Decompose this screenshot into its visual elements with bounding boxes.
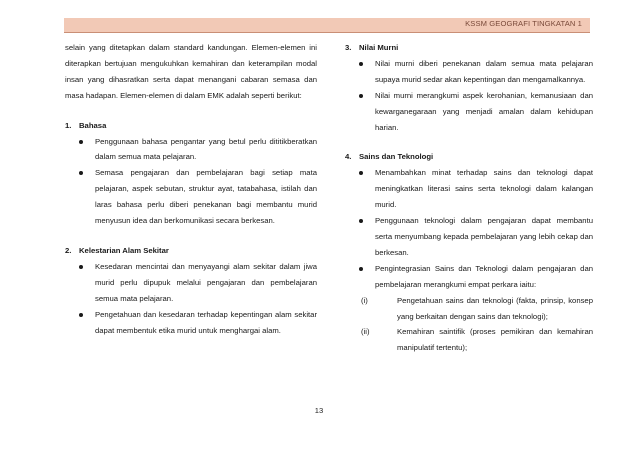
sub-list-item xyxy=(361,324,593,356)
sub-list-marker: (i) xyxy=(361,295,368,305)
list-item-text: Nilai murni merangkumi aspek kerohanian, kemanusiaan dan kewarganegaraan yang menjadi amalan dalam kehidupan harian. xyxy=(375,90,593,132)
bullet-icon xyxy=(359,219,363,223)
list-item-text: Pengetahuan dan kesedaran terhadap kepentingan alam sekitar dapat membentuk etika murid untuk menghargai alam. xyxy=(95,309,317,335)
list-item-text: Pengintegrasian Sains dan Teknologi dalam pengajaran dan pembelajaran merangkumi empat perkara iaitu: xyxy=(375,263,593,289)
list-item xyxy=(359,213,593,261)
bullet-list xyxy=(345,165,593,292)
list-item xyxy=(79,165,317,229)
list-item xyxy=(359,261,593,293)
bullet-icon xyxy=(359,94,363,98)
section-title: Nilai Murni xyxy=(359,43,399,52)
bullet-icon xyxy=(79,265,83,269)
page-header xyxy=(64,18,590,33)
list-item xyxy=(79,307,317,339)
bullet-icon xyxy=(359,62,363,66)
section-title: Bahasa xyxy=(79,120,107,130)
section-number: 2. xyxy=(65,245,72,255)
sub-list-item xyxy=(361,293,593,325)
list-item xyxy=(359,88,593,136)
sub-list-marker: (ii) xyxy=(361,327,370,337)
list-item-text: Penggunaan teknologi dalam pengajaran dapat membantu serta menyumbang kepada pembelajaran yang lebih cekap dan berkesan. xyxy=(375,216,593,257)
list-item xyxy=(79,134,317,166)
section-bahasa xyxy=(65,118,317,229)
list-item xyxy=(79,259,317,307)
section-sains-teknologi xyxy=(345,149,593,356)
section-title: Kelestarian Alam Sekitar xyxy=(79,245,169,255)
bullet-list xyxy=(345,56,593,136)
section-kelestarian xyxy=(65,243,317,338)
section-nilai-murni xyxy=(345,40,593,135)
list-item-text: Penggunaan bahasa pengantar yang betul perlu dititikberatkan dalam semua mata pelajaran. xyxy=(95,136,317,162)
bullet-icon xyxy=(359,171,363,175)
bullet-icon xyxy=(79,313,83,317)
list-item-text: Kesedaran mencintai dan menyayangi alam sekitar dalam jiwa murid perlu dipupuk melalui pengajaran dan pembelajaran semua mata pelajaran. xyxy=(95,261,317,303)
page-number: 13 xyxy=(314,406,324,415)
section-number: 1. xyxy=(65,120,72,130)
left-column xyxy=(65,40,317,338)
section-heading xyxy=(345,149,593,165)
list-item xyxy=(359,165,593,213)
list-item-text: Semasa pengajaran dan pembelajaran bagi setiap mata pelajaran, aspek sebutan, struktur ayat, tatabahasa, istilah dan laras bahasa perlu diberi penekanan bagi membantu murid menyusun idea dan berkomunikasi secara berkesan. xyxy=(95,168,317,226)
bullet-icon xyxy=(79,140,83,144)
sub-list-text: Kemahiran saintifik (proses pemikiran dan kemahiran manipulatif tertentu); xyxy=(397,327,593,353)
bullet-list xyxy=(65,259,317,339)
list-item-text: Nilai murni diberi penekanan dalam semua mata pelajaran supaya murid sedar akan kepentingan dan mengamalkannya. xyxy=(375,58,593,84)
intro-paragraph: selain yang ditetapkan dalam standard kandungan. Elemen-elemen ini diterapkan bertujuan mengukuhkan kemahiran dan keterampilan modal insan yang dihasratkan serta dapat menangani cabaran semasa dan masa hadapan. Elemen-elemen di dalam EMK adalah seperti berikut: xyxy=(65,43,317,100)
bullet-icon xyxy=(359,267,363,271)
right-column xyxy=(345,40,593,356)
section-number: 3. xyxy=(345,43,352,52)
list-item-text: Menambahkan minat terhadap sains dan teknologi dapat meningkatkan literasi sains serta teknologi dalam kalangan murid. xyxy=(375,168,593,210)
list-item xyxy=(359,56,593,88)
section-number: 4. xyxy=(345,152,352,162)
sub-list xyxy=(345,293,593,357)
bullet-icon xyxy=(79,171,83,175)
section-title: Sains dan Teknologi xyxy=(359,152,434,162)
section-heading xyxy=(65,118,317,134)
bullet-list xyxy=(65,134,317,229)
header-title: KSSM GEOGRAFI TINGKATAN 1 xyxy=(465,19,582,28)
section-heading xyxy=(65,243,317,259)
sub-list-text: Pengetahuan sains dan teknologi (fakta, prinsip, konsep yang berkaitan dengan sains dan teknologi); xyxy=(397,295,593,321)
section-heading xyxy=(345,40,593,56)
